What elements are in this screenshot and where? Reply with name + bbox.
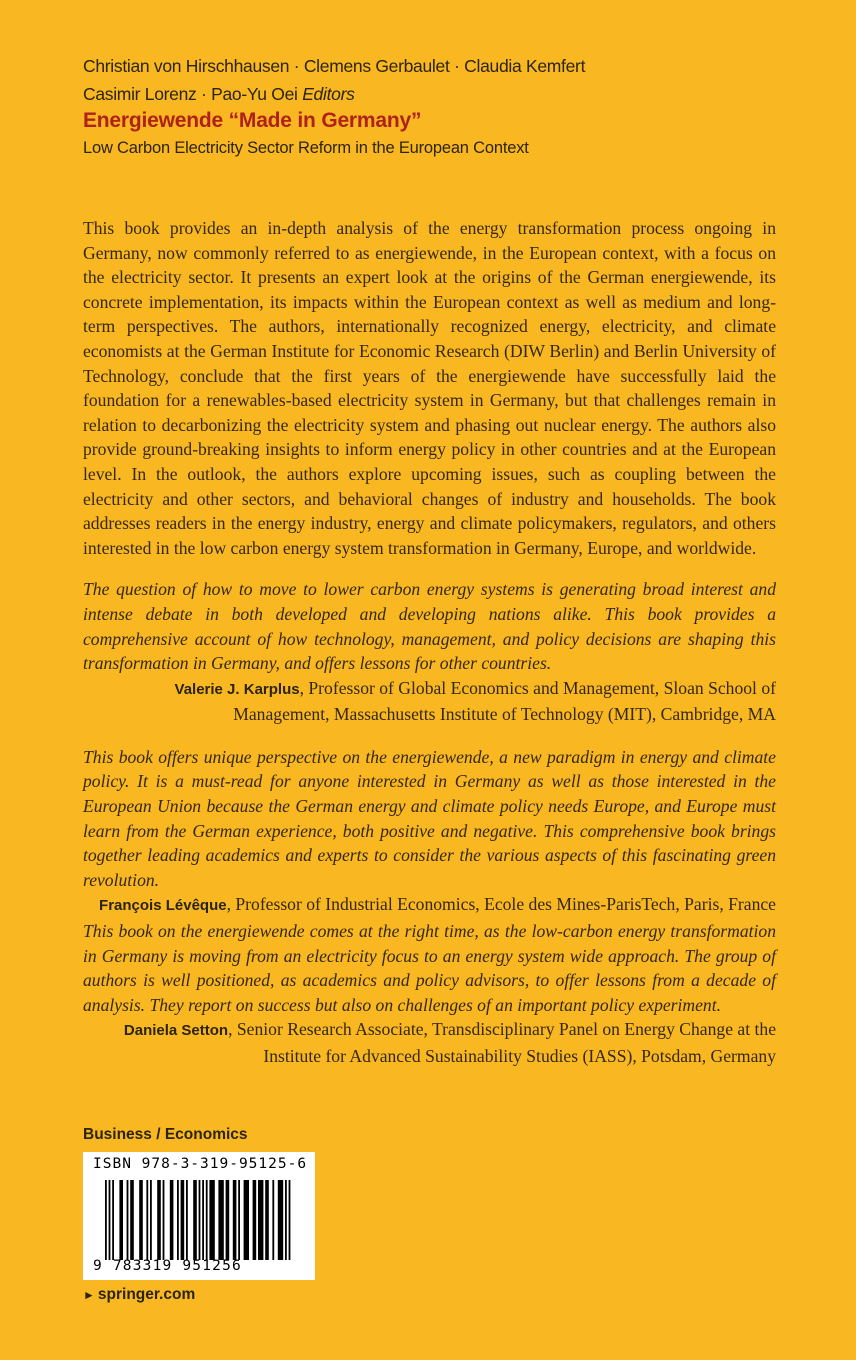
subject-category: Business / Economics [83, 1126, 248, 1143]
barcode-bar [202, 1180, 204, 1260]
endorser-affiliation-1: , Professor of Global Economics and Management, Sloan School of Management, Massachusetts Institute of Technology (MIT), Cambridge, MA [233, 677, 776, 725]
endorser-affiliation-2: , Professor of Industrial Economics, Ecole des Mines-ParisTech, Paris, France [226, 894, 776, 915]
barcode-bar [146, 1180, 148, 1260]
barcode-bar [206, 1180, 208, 1260]
endorser-name-1: Valerie J. Karplus [174, 680, 300, 698]
barcode-bar [253, 1180, 257, 1260]
blurb-body [83, 216, 776, 1069]
barcode-bar [289, 1180, 291, 1260]
endorsement-quote-1: The question of how to move to lower carbon energy systems is generating broad interest and intense debate in both developed and developing nations alike. This book provides a comprehensive account of how technology, management, and policy decisions are shaping this transformation in Germany, and offers lessons for other countries. [83, 579, 776, 674]
barcode-bar [139, 1180, 143, 1260]
barcode-bar [238, 1180, 240, 1260]
isbn-label: ISBN 978-3-319-95125-6 [93, 1156, 308, 1172]
ean-digits: 9 783319 951256 [93, 1258, 242, 1274]
barcode-bar [130, 1180, 134, 1260]
endorsement-attribution-3 [83, 1017, 776, 1068]
barcode-bar [265, 1180, 269, 1260]
barcode-bar [105, 1180, 107, 1260]
book-title: Energiewende “Made in Germany” [83, 109, 422, 132]
publisher-website[interactable] [83, 1286, 195, 1304]
barcode-bar [112, 1180, 114, 1260]
endorsement-quote-3: This book on the energiewende comes at the right time, as the low-carbon energy transformation in Germany is moving from an electricity focus to an energy system wide approach. The group of authors is well positioned, as academics and policy advisors, to offer lessons from a decade of analysis. They report on success but also on challenges of an important policy experiment. [83, 921, 776, 1015]
author-list [83, 52, 803, 108]
barcode-graphic [105, 1180, 305, 1260]
barcode-bar [181, 1180, 185, 1260]
endorser-name-3: Daniela Setton [123, 1022, 229, 1040]
barcode-bar [109, 1180, 111, 1260]
endorsement-attribution-1 [83, 676, 776, 727]
barcode-bar [157, 1180, 161, 1260]
description-paragraph: This book provides an in-depth analysis of the energy transformation process ongoing in Germany, now commonly referred to as energiewende, in the European context, with a focus on the electricity sector. It presents an expert look at the origins of the German energiewende, its concrete implementation, its impacts within the European context as well as medium and long-term perspectives. The authors, internationally recognized energy, electricity, and climate economists at the German Institute for Economic Research (DIW Berlin) and Berlin University of Technology, conclude that the first years of the energiewende have successfully laid the foundation for a renewables-based electricity system in Germany, but that challenges remain in relation to decarbonizing the electricity system and phasing out nuclear energy. The authors also provide ground-breaking insights to inform energy policy in other countries and at the European level. In the outlook, the authors explore upcoming issues, such as coupling between the electricity and other sectors, and behavioral changes of industry and households. The book addresses readers in the energy industry, energy and climate policymakers, regulators, and others interested in the low carbon energy system transformation in Germany, Europe, and worldwide. [83, 218, 776, 558]
barcode-bar [163, 1180, 165, 1260]
endorsement-attribution-2 [83, 892, 776, 919]
barcode-bar [226, 1180, 230, 1260]
isbn-barcode [83, 1152, 315, 1280]
endorser-affiliation-3: , Senior Research Associate, Transdisciplinary Panel on Energy Change at the Institute for Advanced Sustainability Studies (IASS), Potsdam, Germany [228, 1019, 776, 1066]
editors-label: Editors [302, 84, 355, 104]
barcode-bar [258, 1180, 263, 1260]
barcode-bar [278, 1180, 283, 1260]
endorsement-quote-2: This book offers unique perspective on the energiewende, a new paradigm in energy and climate policy. It is a must-read for anyone interested in Germany as well as those interested in the European Union because the German energy and climate policy needs Europe, and Europe must learn from the German experience, both positive and negative. This comprehensive book brings together leading academics and experts to consider the various aspects of this fascinating green revolution. [83, 746, 776, 890]
arrow-icon: ► [83, 1288, 95, 1302]
book-subtitle: Low Carbon Electricity Sector Reform in the European Context [83, 139, 529, 157]
barcode-bar [150, 1180, 152, 1260]
barcode-bar [119, 1180, 123, 1260]
cover-header [83, 52, 803, 158]
barcode-bar [244, 1180, 249, 1260]
barcode-bar [272, 1180, 274, 1260]
authors-line-1: Christian von Hirschhausen · Clemens Gerbaulet · Claudia Kemfert [83, 56, 586, 76]
barcode-bar [170, 1180, 174, 1260]
barcode-bar [285, 1180, 287, 1260]
endorser-name-2: François Lévêque [99, 897, 227, 915]
barcode-bar [209, 1180, 214, 1260]
website-label: springer.com [97, 1286, 196, 1303]
barcode-bars [105, 1180, 305, 1260]
barcode-bar [199, 1180, 201, 1260]
barcode-bar [193, 1180, 197, 1260]
barcode-bar [186, 1180, 188, 1260]
authors-line-2-names: Casimir Lorenz · Pao-Yu Oei [83, 84, 298, 104]
barcode-bar [177, 1180, 179, 1260]
authors-line-2 [83, 80, 803, 108]
barcode-bar [218, 1180, 223, 1260]
barcode-bar [127, 1180, 129, 1260]
barcode-bar [233, 1180, 237, 1260]
